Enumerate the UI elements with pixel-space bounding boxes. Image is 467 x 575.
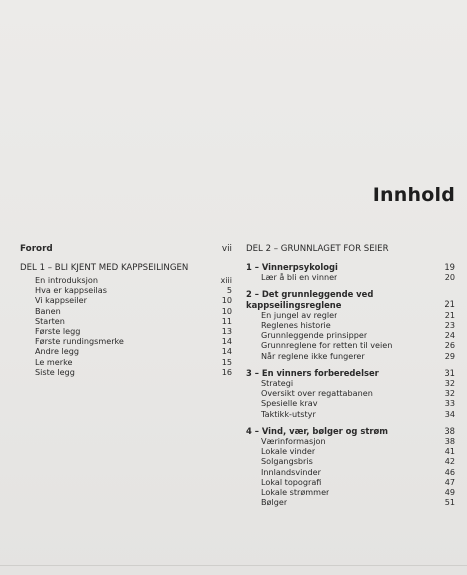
toc-entry-forord <box>20 244 232 255</box>
entry-page: 14 <box>221 346 232 357</box>
toc-entry <box>20 275 232 285</box>
chapter-label: 3 – En vinners forberedelser <box>246 367 379 378</box>
entry-page: 47 <box>444 476 455 487</box>
entry-page: 29 <box>444 350 455 361</box>
chapter-page: 31 <box>444 367 455 378</box>
entry-label: Hva er kappseilas <box>35 285 107 296</box>
toc-entry <box>20 306 232 316</box>
entry-label: Lær å bli en vinner <box>261 272 338 283</box>
toc-entry <box>20 326 232 336</box>
toc-entry <box>20 316 232 326</box>
entry-page: 20 <box>444 272 455 283</box>
chapter-page: 19 <box>444 262 455 272</box>
toc-entry <box>20 357 232 367</box>
toc-entry <box>20 367 232 377</box>
entry-page: 46 <box>444 466 455 477</box>
entry-label: Grunnleggende prinsipper <box>261 330 368 341</box>
toc-entry <box>246 388 455 398</box>
entry-page: xiii <box>220 275 232 285</box>
entry-page: 23 <box>444 320 455 331</box>
toc-entry <box>246 320 455 330</box>
entry-label: En jungel av regler <box>261 309 338 320</box>
entry-label: Lokal topografi <box>261 476 322 487</box>
part-label: DEL 2 – GRUNNLAGET FOR SEIER <box>246 244 389 254</box>
page-title: Innhold <box>372 184 455 206</box>
chapter-1-sections <box>246 272 455 282</box>
entry-label: Spesielle krav <box>261 398 318 409</box>
toc-entry <box>20 285 232 295</box>
entry-page: vii <box>221 244 232 254</box>
entry-page: 51 <box>444 497 455 508</box>
toc-entry <box>246 456 455 466</box>
entry-label: Vi kappseiler <box>35 295 87 306</box>
entry-label: Siste legg <box>35 366 75 377</box>
entry-label: Værinformasjon <box>261 436 326 447</box>
toc-entry <box>20 336 232 346</box>
entry-page: 10 <box>221 295 232 306</box>
entry-label: En introduksjon <box>35 275 98 285</box>
entry-label: Andre legg <box>35 346 80 357</box>
entry-page: 42 <box>444 456 455 467</box>
chapter-4-sections <box>246 436 455 507</box>
entry-page: 33 <box>444 398 455 409</box>
entry-page: 14 <box>221 336 232 347</box>
entry-page: 26 <box>444 340 455 351</box>
entry-page: 34 <box>444 408 455 419</box>
toc-entry <box>20 295 232 305</box>
toc-entry <box>246 487 455 497</box>
toc-entry <box>246 436 455 446</box>
chapter-label: 1 – Vinnerpsykologi <box>246 262 338 272</box>
toc-entry <box>20 346 232 356</box>
entry-page: 49 <box>444 487 455 498</box>
toc-entry <box>246 467 455 477</box>
entry-page: 5 <box>226 285 232 296</box>
chapter-4 <box>246 426 455 436</box>
entry-label: Taktikk-utstyr <box>261 408 316 419</box>
entry-label: Første rundingsmerke <box>35 336 124 347</box>
entry-page: 38 <box>444 436 455 447</box>
entry-label: Når reglene ikke fungerer <box>261 350 365 361</box>
entry-label: Reglenes historie <box>261 320 331 331</box>
entry-page: 24 <box>444 330 455 341</box>
entry-label: Første legg <box>35 326 81 337</box>
toc-entry <box>246 272 455 282</box>
chapter-3 <box>246 368 455 378</box>
entry-label: Banen <box>35 305 61 316</box>
entry-label: Solgangsbris <box>261 456 313 467</box>
chapter-2 <box>246 289 455 309</box>
toc-left-column <box>20 244 232 377</box>
entry-page: 10 <box>221 305 232 316</box>
chapter-2-sections <box>246 310 455 361</box>
entry-label: Innlandsvinder <box>261 466 321 477</box>
toc-right-column <box>246 244 455 507</box>
entry-page: 13 <box>221 326 232 337</box>
entry-page: 32 <box>444 388 455 399</box>
entry-label: Strategi <box>261 378 294 389</box>
toc-entry <box>246 497 455 507</box>
toc-list-part1 <box>20 275 232 377</box>
toc-entry <box>246 409 455 419</box>
entry-label: Grunnreglene for retten til veien <box>261 340 393 351</box>
entry-label: Bølger <box>261 497 288 508</box>
toc-entry <box>246 330 455 340</box>
entry-page: 15 <box>221 356 232 367</box>
entry-label: Lokale vinder <box>261 446 316 457</box>
entry-page: 11 <box>221 315 232 326</box>
chapter-page: 21 <box>444 299 455 310</box>
part-heading-2 <box>246 244 455 255</box>
toc-entry <box>246 310 455 320</box>
entry-page: 41 <box>444 446 455 457</box>
entry-page: 32 <box>444 378 455 389</box>
entry-label: Lokale strømmer <box>261 487 330 498</box>
chapter-label <box>246 289 373 309</box>
entry-label: Oversikt over regattabanen <box>261 388 373 399</box>
chapter-page: 38 <box>444 425 455 436</box>
chapter-label-line1: 2 – Det grunnleggende ved <box>246 289 374 300</box>
chapter-3-sections <box>246 378 455 419</box>
toc-entry <box>246 446 455 456</box>
toc-entry <box>246 477 455 487</box>
chapter-label-line2: kappseilingsreglene <box>246 299 342 310</box>
entry-page: 21 <box>444 309 455 320</box>
page-edge <box>0 565 467 566</box>
toc-entry <box>246 398 455 408</box>
chapter-label: 4 – Vind, vær, bølger og strøm <box>246 425 388 436</box>
chapter-1 <box>246 262 455 272</box>
entry-page: 16 <box>221 366 232 377</box>
entry-label: Forord <box>20 244 53 254</box>
toc-entry <box>246 340 455 350</box>
entry-label: Starten <box>35 315 65 326</box>
part-heading-1 <box>20 263 232 274</box>
part-label: DEL 1 – BLI KJENT MED KAPPSEILINGEN <box>20 263 189 273</box>
toc-entry <box>246 351 455 361</box>
toc-entry <box>246 378 455 388</box>
entry-label: Le merke <box>35 356 73 367</box>
